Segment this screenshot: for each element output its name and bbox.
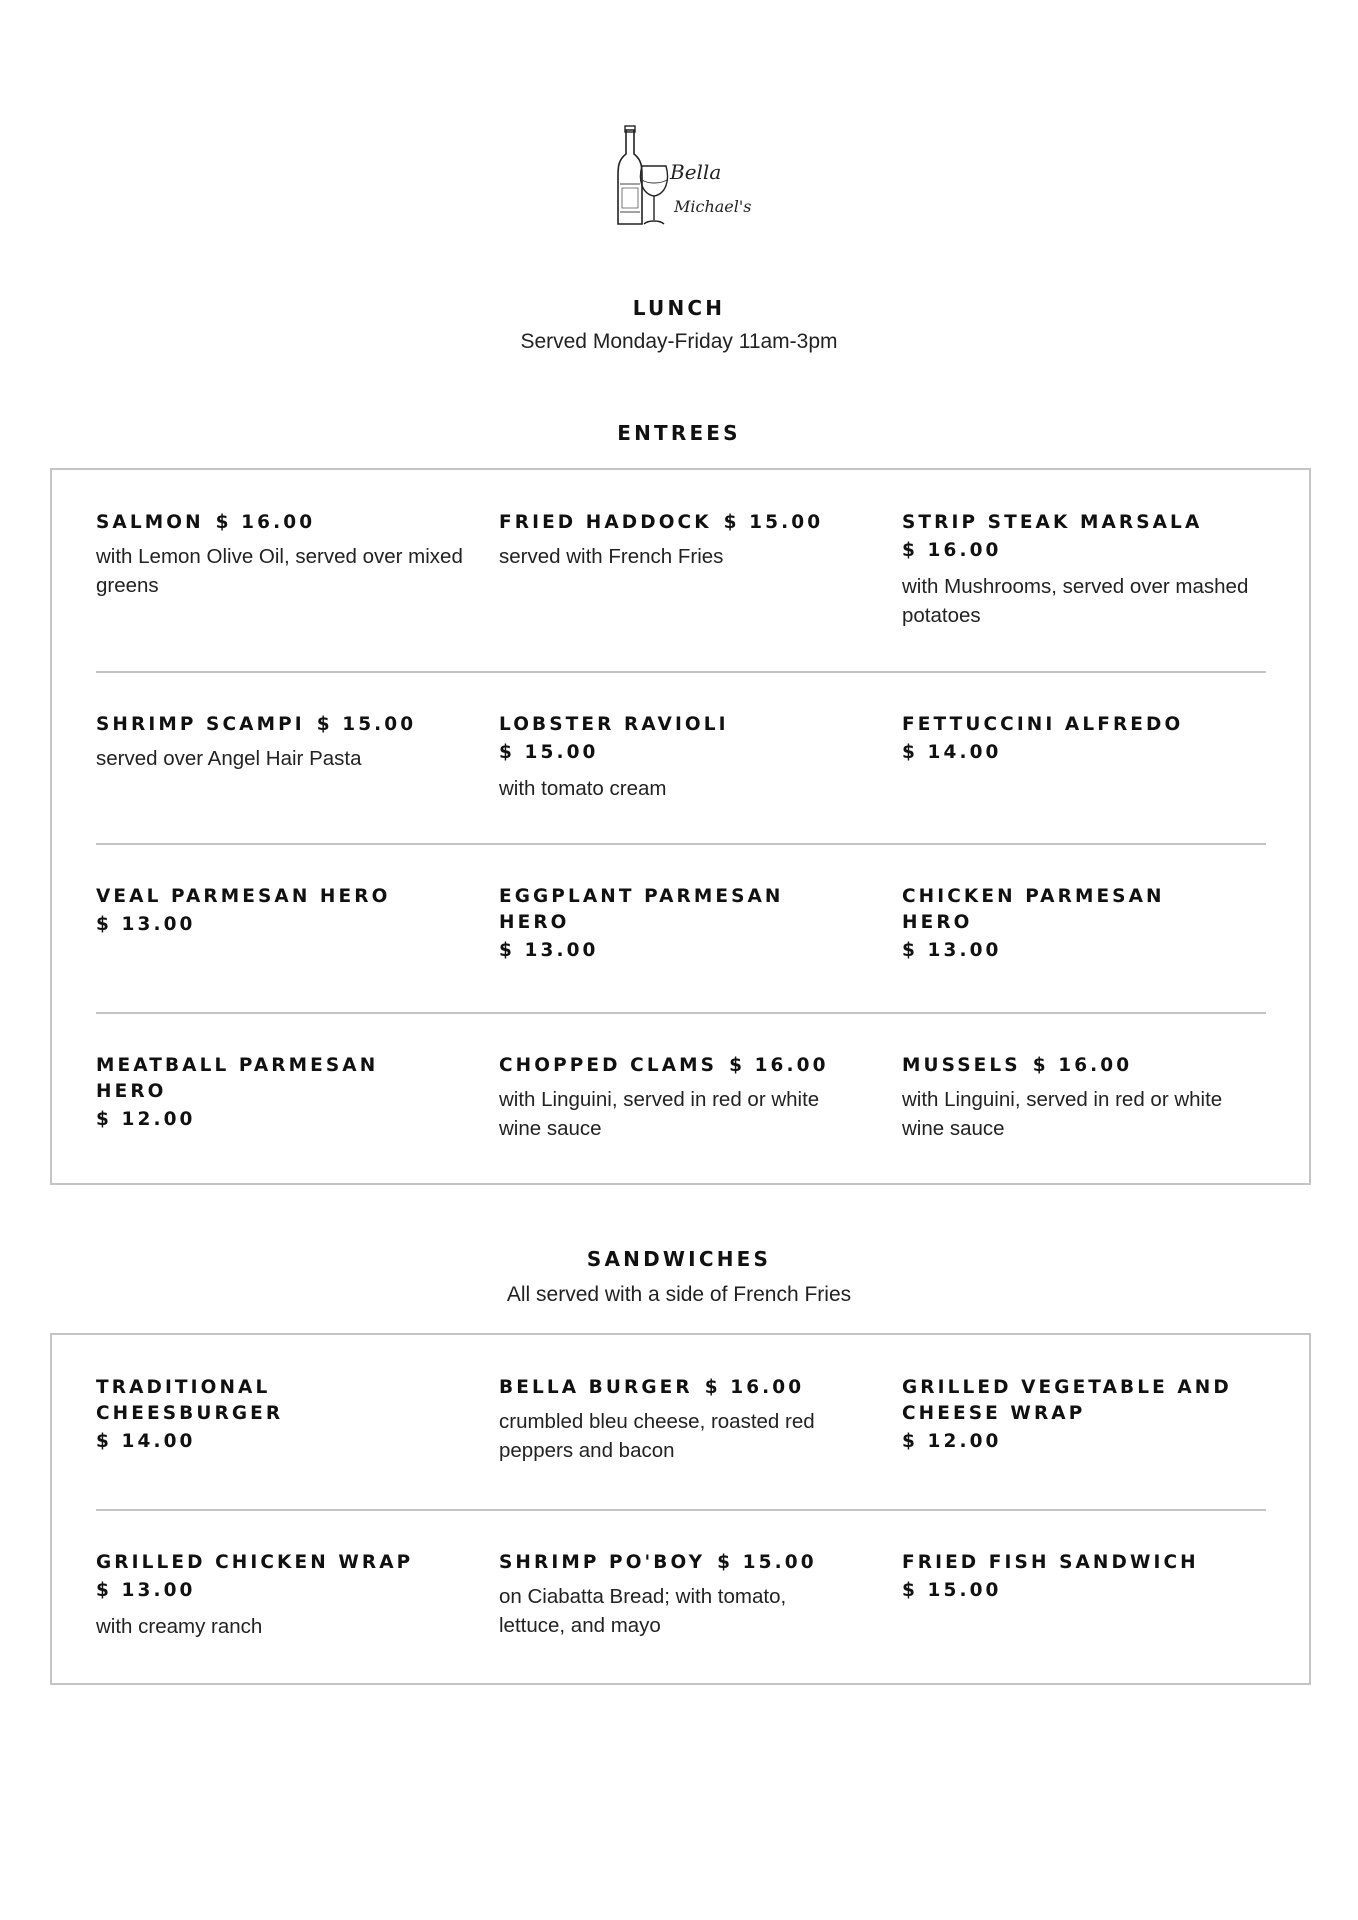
menu-item xyxy=(96,1375,476,1457)
item-price: $ 13.00 xyxy=(96,914,196,935)
item-name: MUSSELS xyxy=(902,1055,1021,1076)
menu-item xyxy=(96,1550,476,1641)
item-price: $ 15.00 xyxy=(717,1552,817,1573)
item-description: crumbled bleu cheese, roasted red peppers and bacon xyxy=(499,1410,815,1462)
menu-item xyxy=(902,884,1282,966)
logo-script-line1: Bella xyxy=(670,160,722,184)
menu-item xyxy=(902,510,1282,630)
item-description: with Lemon Olive Oil, served over mixed greens xyxy=(96,545,463,597)
entrees-box xyxy=(50,468,1311,1185)
item-price: $ 15.00 xyxy=(902,1580,1002,1601)
item-description: on Ciabatta Bread; with tomato, lettuce, and mayo xyxy=(499,1585,787,1637)
menu-item xyxy=(499,1550,879,1640)
item-price: $ 14.00 xyxy=(902,742,1002,763)
item-name: LOBSTER RAVIOLI xyxy=(499,714,729,735)
menu-item xyxy=(96,884,476,940)
sandwiches-subtitle: All served with a side of French Fries xyxy=(506,1283,852,1306)
menu-item xyxy=(499,510,879,571)
item-name: GRILLED CHICKEN WRAP xyxy=(96,1552,414,1573)
menu-item xyxy=(902,1550,1282,1606)
item-price: $ 15.00 xyxy=(723,512,824,533)
row-divider xyxy=(96,1509,1266,1511)
item-name: SHRIMP SCAMPI xyxy=(96,714,305,735)
item-name-line xyxy=(96,712,476,738)
item-name-line xyxy=(499,510,879,536)
item-description: with Mushrooms, served over mashed potatoes xyxy=(902,575,1249,627)
item-name: MEATBALL PARMESAN HERO xyxy=(96,1055,379,1102)
menu-item xyxy=(499,1375,879,1465)
item-price: $ 12.00 xyxy=(902,1431,1002,1452)
item-name: CHICKEN PARMESAN HERO xyxy=(902,886,1165,933)
menu-item xyxy=(902,1375,1282,1457)
menu-hours: Served Monday-Friday 11am-3pm xyxy=(520,330,838,353)
logo-script-line2: Michael's xyxy=(674,197,752,216)
item-price: $ 15.00 xyxy=(316,714,417,735)
item-price: $ 13.00 xyxy=(499,940,599,961)
item-description: with creamy ranch xyxy=(96,1615,263,1638)
item-name-line xyxy=(499,1053,879,1079)
row-divider xyxy=(96,843,1266,845)
menu-item xyxy=(499,884,879,966)
menu-item xyxy=(902,1053,1282,1143)
item-description: with Linguini, served in red or white wine sauce xyxy=(902,1088,1223,1140)
sandwiches-box xyxy=(50,1333,1311,1685)
item-price: $ 16.00 xyxy=(215,512,316,533)
entrees-heading: ENTREES xyxy=(617,421,741,445)
item-description: with Linguini, served in red or white wine sauce xyxy=(499,1088,820,1140)
item-price: $ 16.00 xyxy=(902,540,1002,561)
menu-item xyxy=(96,510,476,600)
menu-item xyxy=(902,712,1282,768)
item-price: $ 15.00 xyxy=(499,742,599,763)
row-divider xyxy=(96,671,1266,673)
menu-item xyxy=(499,712,879,803)
menu-title: LUNCH xyxy=(632,296,726,320)
item-price: $ 13.00 xyxy=(902,940,1002,961)
item-description: served over Angel Hair Pasta xyxy=(96,747,362,770)
item-price: $ 16.00 xyxy=(729,1055,829,1076)
wine-bottle-glass-logo-icon xyxy=(612,124,752,234)
item-price: $ 13.00 xyxy=(96,1580,196,1601)
item-name: FRIED FISH SANDWICH xyxy=(902,1552,1199,1573)
menu-item xyxy=(499,1053,879,1143)
item-price: $ 16.00 xyxy=(704,1377,805,1398)
item-name: GRILLED VEGETABLE AND CHEESE WRAP xyxy=(902,1377,1232,1424)
item-description: with tomato cream xyxy=(499,777,667,800)
item-name: STRIP STEAK MARSALA xyxy=(902,512,1203,533)
restaurant-logo xyxy=(612,124,752,234)
item-name-line xyxy=(96,510,476,536)
item-name: FETTUCCINI ALFREDO xyxy=(902,714,1184,735)
item-name: FRIED HADDOCK xyxy=(499,512,712,533)
menu-item xyxy=(96,712,476,773)
item-name: VEAL PARMESAN HERO xyxy=(96,886,391,907)
item-price: $ 14.00 xyxy=(96,1431,196,1452)
item-name-line xyxy=(902,1053,1282,1079)
item-name-line xyxy=(499,1550,879,1576)
item-price: $ 16.00 xyxy=(1032,1055,1133,1076)
item-name: CHOPPED CLAMS xyxy=(499,1055,718,1076)
item-name: TRADITIONAL CHEESBURGER xyxy=(96,1377,284,1424)
item-name: SHRIMP PO'BOY xyxy=(499,1552,706,1573)
item-name: BELLA BURGER xyxy=(499,1377,693,1398)
item-name-line xyxy=(499,1375,879,1401)
row-divider xyxy=(96,1012,1266,1014)
sandwiches-heading: SANDWICHES xyxy=(586,1247,772,1271)
item-name: EGGPLANT PARMESAN HERO xyxy=(499,886,784,933)
item-price: $ 12.00 xyxy=(96,1109,196,1130)
menu-item xyxy=(96,1053,476,1135)
item-name: SALMON xyxy=(96,512,204,533)
item-description: served with French Fries xyxy=(499,545,724,568)
